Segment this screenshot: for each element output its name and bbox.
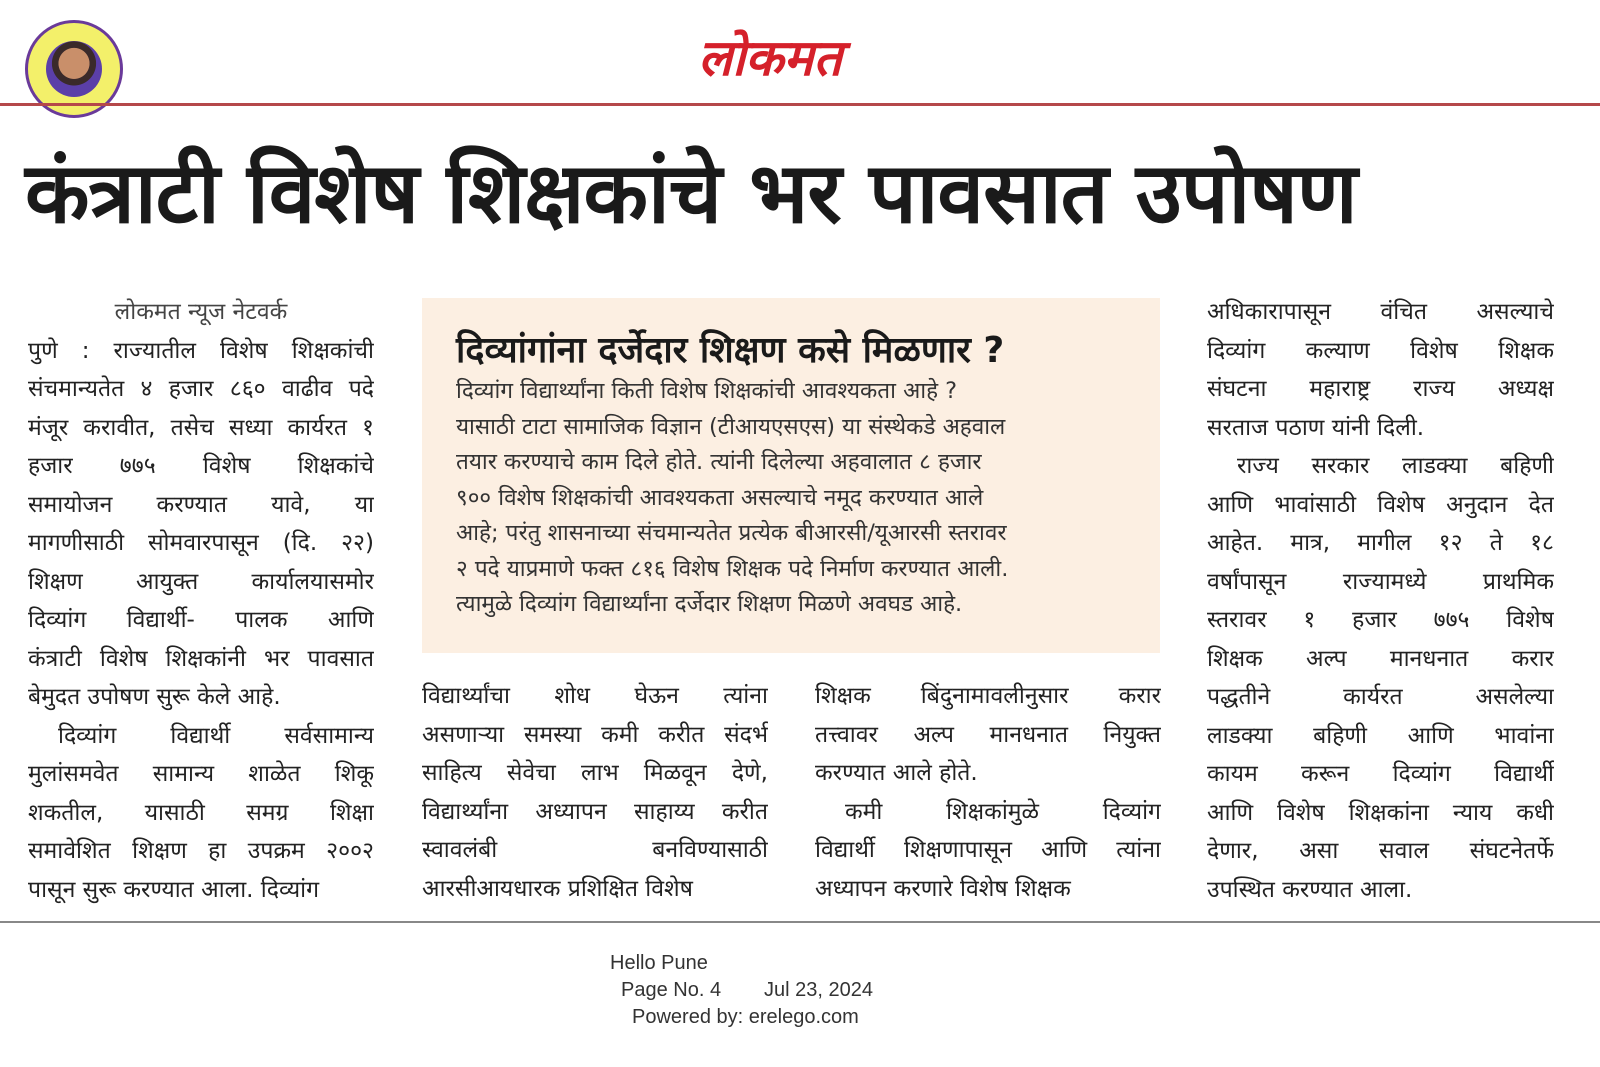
text-line: शिक्षक अल्प मानधनात करार [1207,645,1554,672]
text-line: मुलांसमवेत सामान्य शाळेत शिकू [28,761,374,787]
box-title: दिव्यांगांना दर्जेदार शिक्षण कसे मिळणार ? [456,330,1005,371]
headline: कंत्राटी विशेष शिक्षकांचे भर पावसात उपोषण [25,144,1357,242]
box-body [456,374,1136,623]
text-line: आहेत. मात्र, मागील १२ ते १८ [1207,530,1554,556]
box-text-line: यासाठी टाटा सामाजिक विज्ञान (टीआयएसएस) या संस्थेकडे अहवाल [456,413,1006,440]
text-line: शकतील, यासाठी समग्र शिक्षा [28,799,374,826]
masthead-divider [0,103,1600,106]
portrait-image [46,41,102,97]
text-line: अध्यापन करणारे विशेष शिक्षक [815,875,1071,902]
column-3 [815,677,1161,908]
text-line: अधिकारापासून वंचित असल्याचे [1207,299,1554,325]
text-line: साहित्य सेवेचा लाभ मिळवून देणे, [422,760,768,786]
text-line: विद्यार्थ्यांचा शोध घेऊन त्यांना [422,683,768,709]
text-line: स्तरावर १ हजार ७७५ विशेष [1207,607,1554,633]
text-line: समायोजन करण्यात यावे, या [28,491,374,518]
sidebar-box [422,298,1160,653]
text-line: संचमान्यतेत ४ हजार ८६० वाढीव पदे [28,376,374,402]
text-line: पुणे : राज्यातील विशेष शिक्षकांची [28,337,374,364]
box-text-line: तयार करण्याचे काम दिले होते. त्यांनी दिलेल्या अहवालात ८ हजार [456,449,982,475]
text-line: करण्यात आले होते. [815,760,978,786]
text-line: आरसीआयधारक प्रशिक्षित विशेष [422,875,693,902]
page-number: Page No. 4 [621,979,722,1001]
text-line: तत्त्वावर अल्प मानधनात नियुक्त [815,721,1161,748]
edition-name: Hello Pune [610,952,708,974]
byline: लोकमत न्यूज नेटवर्क [114,299,288,325]
masthead-logo: लोकमत [698,29,842,87]
text-line: दिव्यांग कल्याण विशेष शिक्षक [1207,337,1554,364]
box-text-line: ९०० विशेष शिक्षकांची आवश्यकता असल्याचे नमूद करण्यात आले [456,484,984,511]
text-line: बेमुदत उपोषण सुरू केले आहे. [28,684,281,710]
column-4 [1207,293,1554,909]
box-text-line: आहे; परंतु शासनाच्या संचमान्यतेत प्रत्येक बीआरसी/यूआरसी स्तरावर [456,520,1007,546]
text-line: असणाऱ्या समस्या कमी करीत संदर्भ [422,721,768,748]
text-line: विद्यार्थ्यांना अध्यापन साहाय्य करीत [422,798,768,825]
text-line: दिव्यांग विद्यार्थी- पालक आणि [28,607,374,633]
text-line: हजार ७७५ विशेष शिक्षकांचे [28,453,374,479]
text-line: राज्य सरकार लाडक्या बहिणी [1237,453,1554,479]
text-line: दिव्यांग विद्यार्थी सर्वसामान्य [58,722,374,749]
text-line: मंजूर करावीत, तसेच सध्या कार्यरत १ [28,414,374,441]
text-line: पासून सुरू करण्यात आला. दिव्यांग [28,876,320,903]
box-text-line: २ पदे याप्रमाणे फक्त ८१६ विशेष शिक्षक पदे निर्माण करण्यात आली. [456,555,1009,582]
text-line: आणि भावांसाठी विशेष अनुदान देत [1207,491,1554,518]
text-line: शिक्षण आयुक्त कार्यालयासमोर [28,568,374,595]
powered-by: Powered by: erelego.com [632,1006,859,1028]
footer-divider [0,921,1600,923]
text-line: उपस्थित करण्यात आला. [1207,876,1413,903]
text-line: देणार, असा सवाल संघटनेतर्फे [1207,838,1554,864]
text-line: शिक्षक बिंदुनामावलीनुसार करार [815,683,1161,709]
text-line: कंत्राटी विशेष शिक्षकांनी भर पावसात [28,645,374,672]
column-1 [28,293,374,909]
box-text-line: त्यामुळे दिव्यांग विद्यार्थ्यांना दर्जेदार शिक्षण मिळणे अवघड आहे. [456,591,963,617]
text-line: स्वावलंबी बनविण्यासाठी [422,837,768,863]
text-line: वर्षांपासून राज्यामध्ये प्राथमिक [1207,568,1554,595]
column-2 [422,677,768,908]
text-line: विद्यार्थी शिक्षणापासून आणि त्यांना [815,837,1161,863]
text-line: संघटना महाराष्ट्र राज्य अध्यक्ष [1207,376,1554,402]
text-line: लाडक्या बहिणी आणि भावांना [1207,722,1554,749]
text-line: समावेशित शिक्षण हा उपक्रम २००२ [28,838,374,864]
box-text-line: दिव्यांग विद्यार्थ्यांना किती विशेष शिक्षकांची आवश्यकता आहे ? [456,378,958,404]
text-line: सरताज पठाण यांनी दिली. [1207,414,1425,441]
publish-date: Jul 23, 2024 [764,979,873,1001]
text-line: कायम करून दिव्यांग विद्यार्थी [1207,761,1554,787]
text-line: पद्धतीने कार्यरत असलेल्या [1207,684,1554,710]
text-line: आणि विशेष शिक्षकांना न्याय कधी [1207,799,1554,826]
text-line: मागणीसाठी सोमवारपासून (दि. २२) [28,530,374,556]
text-line: कमी शिक्षकांमुळे दिव्यांग [845,798,1161,825]
